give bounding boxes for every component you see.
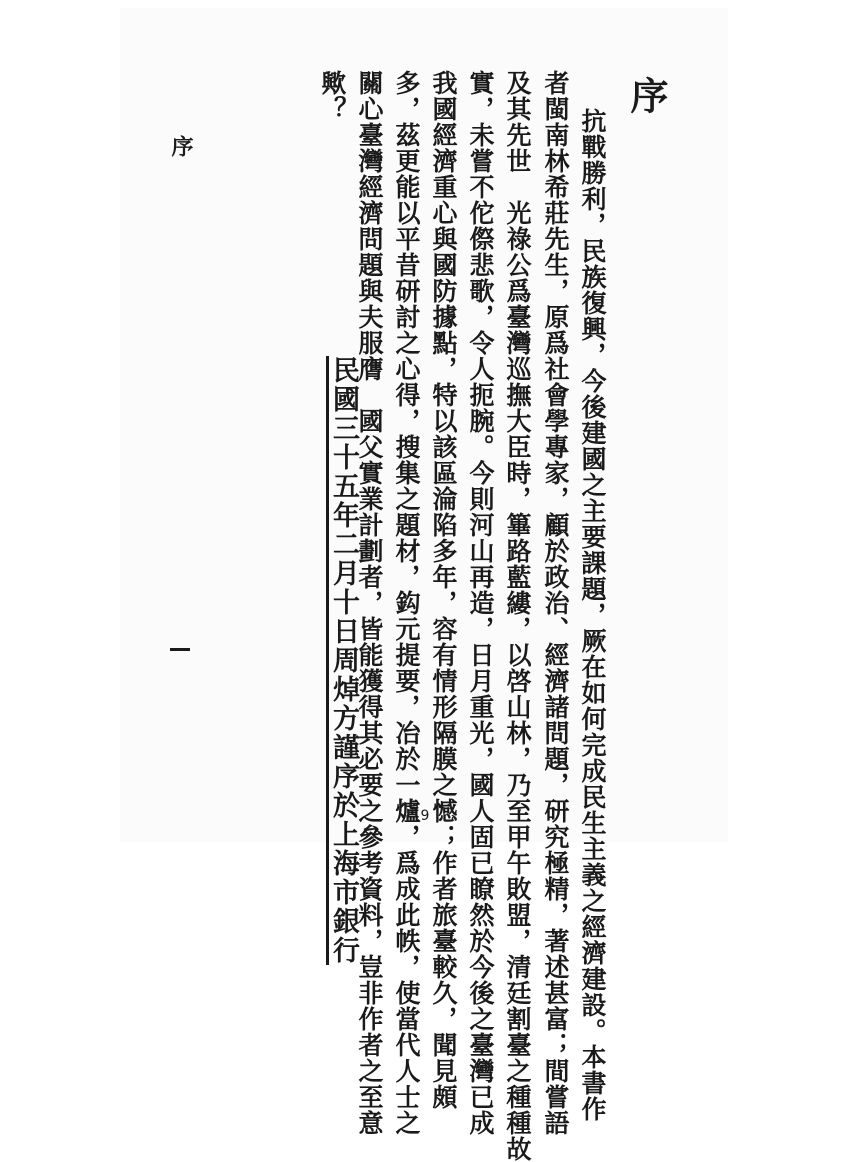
page-sheet <box>120 8 728 842</box>
page-title: 序 <box>624 76 669 118</box>
page-number: 9 <box>420 808 430 824</box>
page-marker-dash <box>170 648 190 651</box>
body-column-2: 者閩南林希莊先生，原爲社會學專家，顧於政治、經濟諸問題，研究極精，著述甚富；間嘗語 <box>541 70 570 1136</box>
body-column-8: 歟？ <box>318 70 347 122</box>
body-column-5: 我國經濟重心與國防據點，特以該區淪陷多年，容有情形隔膜之憾；作者旅臺較久，聞見頗 <box>429 70 458 1110</box>
running-head: 序 <box>168 135 194 157</box>
body-column-1: 抗戰勝利，民族復興，今後建國之主要課題，厥在如何完成民生主義之經濟建設。本書作 <box>578 108 607 1122</box>
body-column-6: 多，茲更能以平昔研討之心得，搜集之題材，鈎元提要，冶於一爐，爲成此帙，使當代人士之 <box>392 70 421 1136</box>
body-column-4: 實，未嘗不佗傺悲歌，令人扼腕。今則河山再造，日月重光，國人固已瞭然於今後之臺灣已成 <box>466 70 495 1136</box>
signature-line: 民國三十五年二月十日周焯方謹序於上海市銀行 <box>328 356 359 965</box>
body-column-3: 及其先世 光祿公爲臺灣巡撫大臣時，篳路藍縷，以啓山林，乃至甲午敗盟，清廷割臺之種種故 <box>503 70 532 1162</box>
body-column-7: 關心臺灣經濟問題與夫服膺 國父實業計劃者，皆能獲得其必要之參考資料，豈非作者之至意 <box>355 70 384 1136</box>
